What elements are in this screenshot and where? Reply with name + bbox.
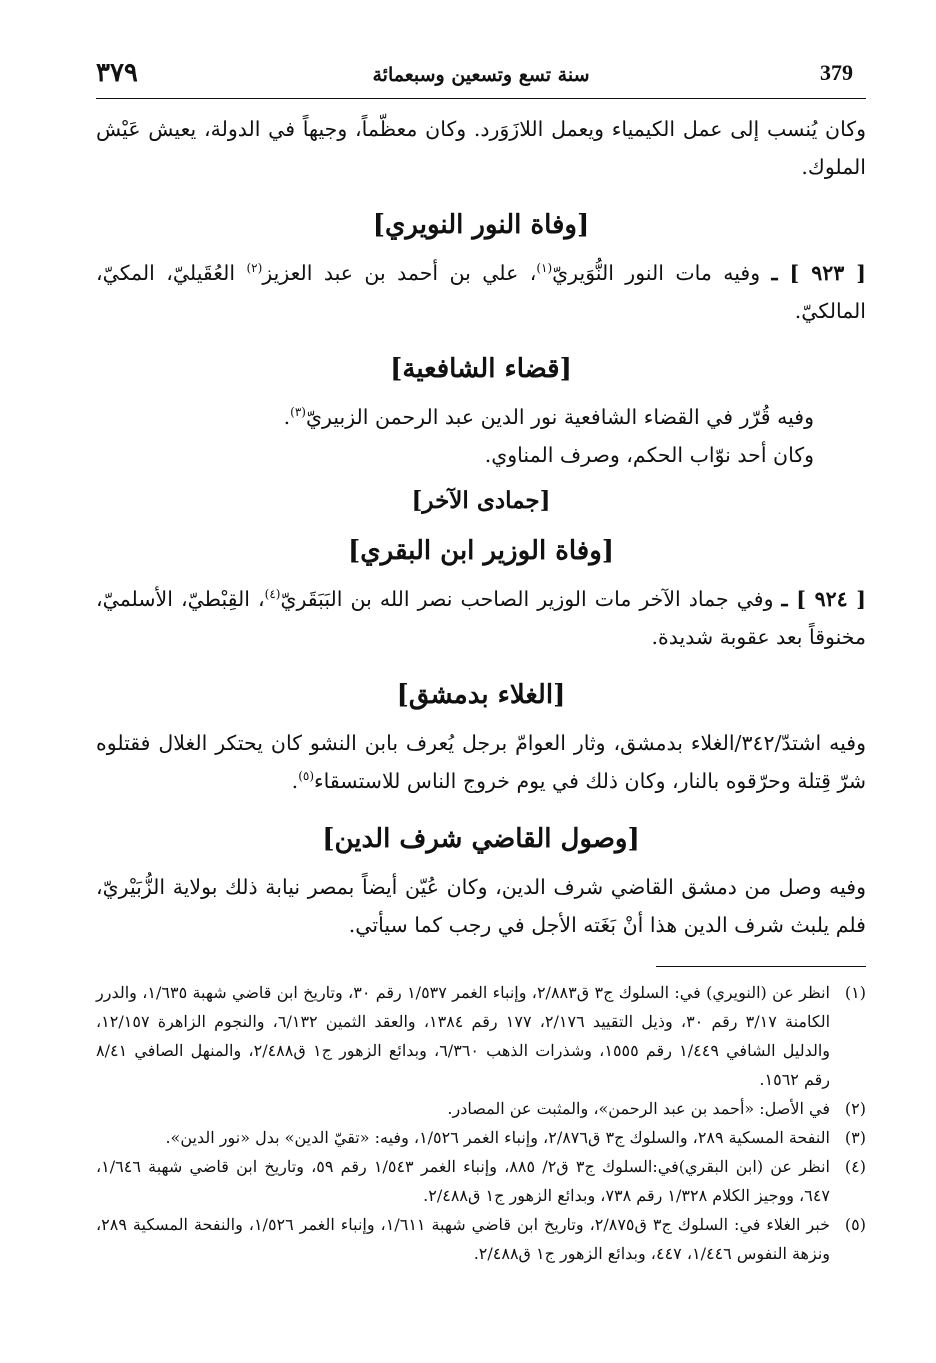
paragraph-5: وفيه وصل من دمشق القاضي شرف الدين، وكان عُيّن أيضاً بمصر نيابة ذلك بولاية الزُّبَيْريّ، فلم يلبث شرف الدين هذا أنْ بَغَته الأجل في رجب كما سيأتي. [96, 875, 866, 937]
paragraph-4-end: . [291, 769, 299, 793]
paragraph-2 [96, 398, 866, 436]
entry-924-text-a: وفي جماد الآخر مات الوزير الصاحب نصر الله بن البَبَقَريّ [280, 587, 782, 611]
footnote-mark: (٢) [844, 1099, 866, 1118]
footnote-3 [96, 1123, 866, 1152]
page-number-latin: 379 [820, 60, 853, 85]
heading-damascus-famine: [الغلاء بدمشق] [396, 680, 566, 710]
entry-923-text-a: وفيه مات النور النُّوَيريّ [552, 261, 772, 285]
footnote-4 [96, 1152, 866, 1210]
paragraph-2-text: وفيه قُرّر في القضاء الشافعية نور الدين عبد الرحمن الزبيريّ [305, 405, 814, 429]
footnote-ref-2: (٢) [246, 261, 263, 276]
heading-jumada-akhir: [جمادى الآخر] [411, 487, 551, 514]
entry-924 [96, 580, 866, 656]
heading-nuwayri-death: [وفاة النور النويري] [372, 210, 590, 240]
running-title: سنة تسع وتسعين وسبعمائة [372, 64, 590, 86]
entry-923-text-c: العُقَيليّ، المكيّ، المالكيّ. [96, 261, 866, 323]
paragraph-2-end: . [283, 405, 291, 429]
entry-number-923: [ ٩٢٣ ] ـ [771, 261, 866, 285]
paragraph-1: وكان يُنسب إلى عمل الكيمياء ويعمل اللازَوَرد. وكان معظّماً، وجيهاً في الدولة، يعيش عَيْش الملوك. [96, 117, 866, 179]
heading-shafii-judgeship: [قضاء الشافعية] [390, 354, 572, 384]
footnote-text: النفحة المسكية ٢٨٩، والسلوك ج٣ ق٢/٨٧٦، وإنباء الغمر ١/٥٢٦، وفيه: «تقيّ الدين» بدل «نور الدين». [165, 1128, 830, 1147]
footnote-text: في الأصل: «أحمد بن عبد الرحمن»، والمثبت عن المصادر. [447, 1099, 830, 1118]
paragraph-4-text: وفيه اشتدّ/٣٤٢/الغلاء بدمشق، وثار العوامّ برجل يُعرف بابن النشو كان يحتكر الغلال فقتلوه شرّ قِتلة وحرّقوه بالنار، وكان ذلك في يوم خروج الناس للاستسقاء [96, 731, 867, 793]
footnote-ref-4: (٤) [264, 587, 281, 602]
entry-923-text-b: ، علي بن أحمد بن عبد العزيز [262, 261, 537, 285]
heading-sharaf-arrival: [وصول القاضي شرف الدين] [322, 824, 640, 854]
heading-ibn-baqari-death: [وفاة الوزير ابن البقري] [347, 536, 615, 566]
entry-number-924: [ ٩٢٤ ] ـ [781, 587, 867, 611]
footnote-5 [96, 1210, 866, 1268]
footnotes [96, 978, 866, 1268]
paragraph-4 [96, 724, 866, 800]
footnote-text: خبر الغلاء في: السلوك ج٣ ق٢/٨٧٥، وتاريخ ابن قاضي شهبة ١/٦١١، وإنباء الغمر ١/٥٢٦، والنفحة المسكية ٢٨٩، ونزهة النفوس ١/٤٤٦، ٤٤٧، وبدائع الزهور ج١ ق٢/٤٨٨. [96, 1215, 831, 1263]
entry-924-text-b: ، القِبْطيّ، الأسلميّ، مخنوقاً بعد عقوبة شديدة. [96, 587, 866, 649]
footnote-mark: (٣) [844, 1128, 866, 1147]
footnote-mark: (٥) [844, 1215, 866, 1234]
page-number-arabic: ٣٧٩ [96, 58, 138, 88]
footnote-ref-1: (١) [536, 261, 553, 276]
footnote-ref-5: (٥) [298, 769, 315, 784]
footnote-ref-3: (٣) [290, 405, 306, 420]
entry-923 [96, 254, 866, 330]
footnote-divider [656, 966, 866, 967]
footnote-mark: (٤) [844, 1157, 866, 1176]
main-text [96, 110, 866, 944]
footnote-text: انظر عن (النويري) في: السلوك ج٣ ق٢/٨٨٣، وإنباء الغمر ١/٥٣٧ رقم ٣٠، وتاريخ ابن قاضي شهبة ١/٦٣٥، والدرر الكامنة ٣/١٧ رقم ٣٠، وذيل التقييد ٢/١٧٦، ١٧٧ رقم ١٣٨٤، والعقد الثمين ٦/١٣٢، والنجوم الزاهرة ١٢/١٥٧، والدليل الشافي ١/٤٤٩ رقم ١٥٥٥، وشذرات الذهب ٦/٣٦٠، وبدائع الزهور ج١ ق٢/٤٨٨، والمنهل الصافي ٨/٤١ رقم ١٥٦٢. [96, 983, 831, 1089]
footnote-mark: (١) [844, 983, 866, 1002]
page-header [96, 56, 866, 99]
paragraph-3: وكان أحد نوّاب الحكم، وصرف المناوي. [484, 443, 814, 467]
footnote-2 [96, 1094, 866, 1123]
footnote-1 [96, 978, 866, 1094]
footnote-text: انظر عن (ابن البقري)في:السلوك ج٣ ق٢/ ٨٨٥، وإنباء الغمر ١/٥٤٣ رقم ٥٩، وتاريخ ابن قاضي شهبة ١/٦٤٦، ٦٤٧، ووجيز الكلام ١/٣٢٨ رقم ٧٣٨، وبدائع الزهور ج١ ق٢/٤٨٨. [96, 1157, 830, 1205]
